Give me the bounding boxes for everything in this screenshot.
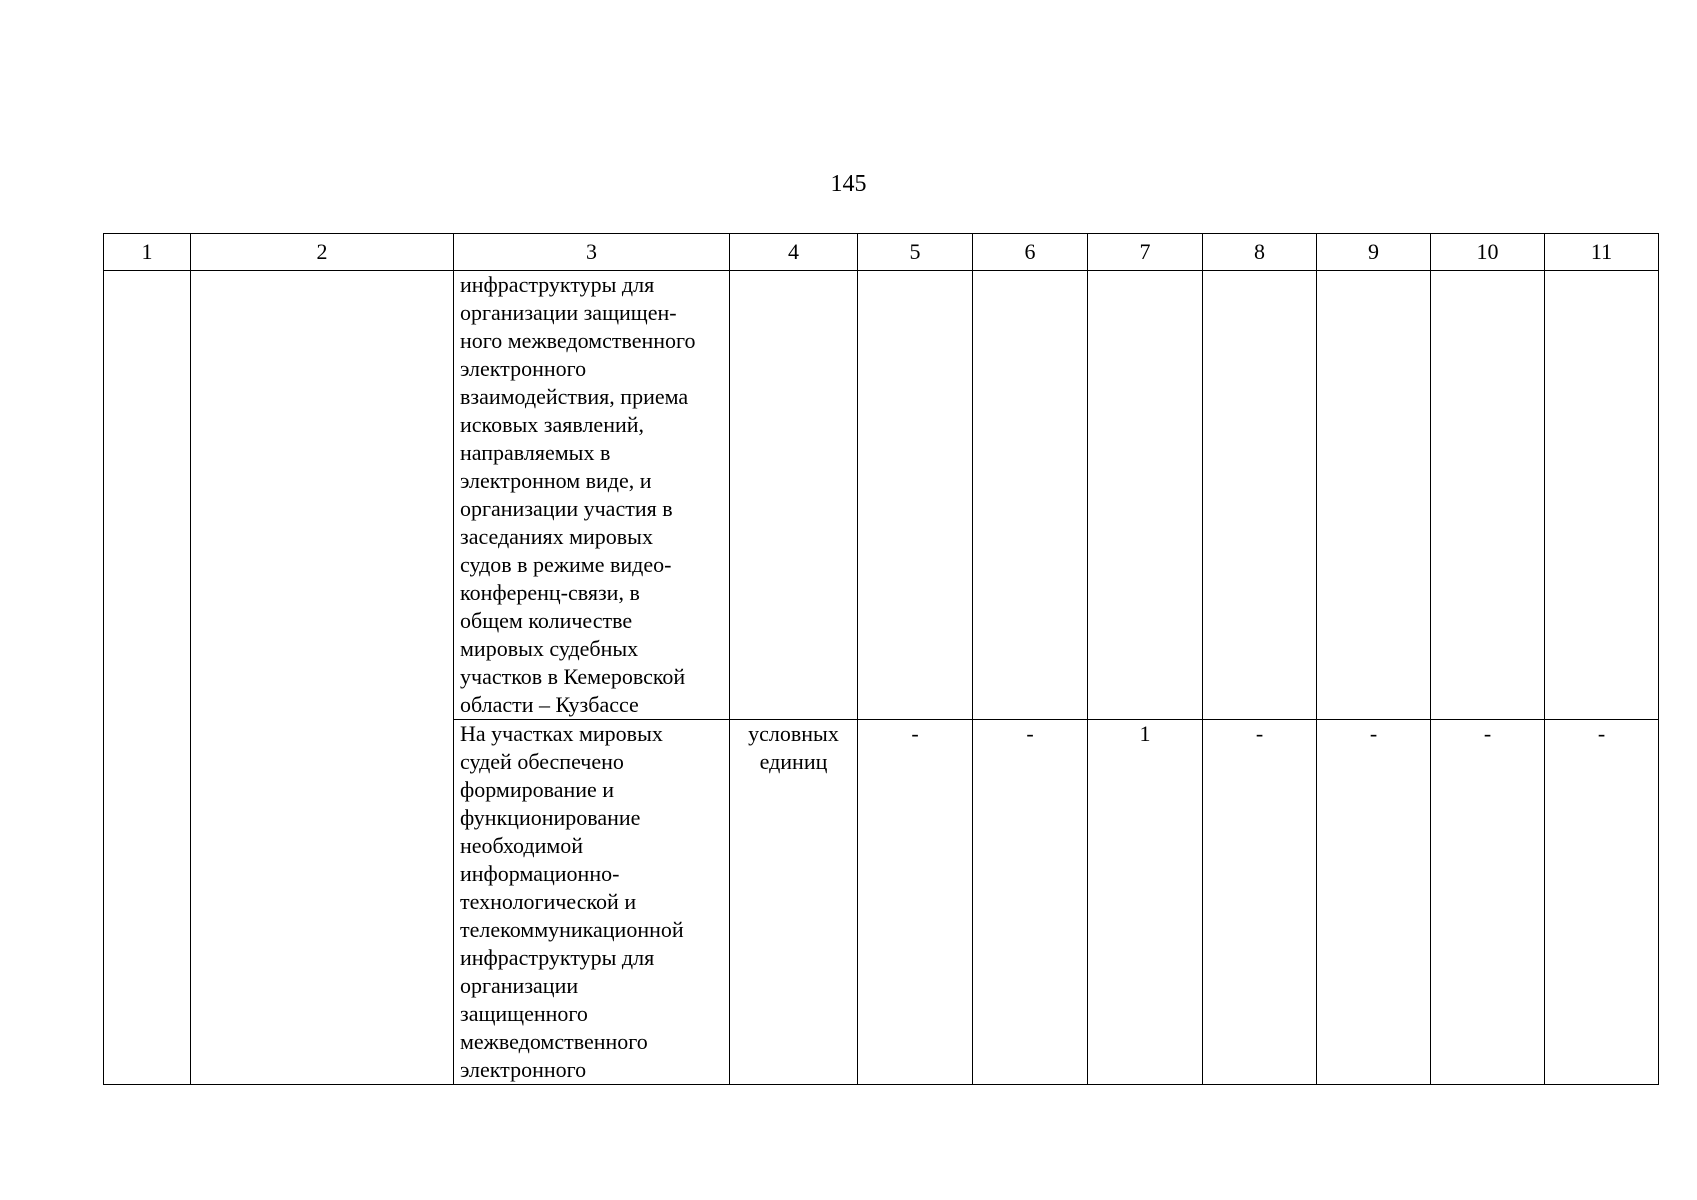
page-number: 145 bbox=[830, 171, 867, 197]
indicator-description-cell: На участках мировых судей обеспечено формирование и функционирование необходимой информационно- технологической и телекоммуникационной инфраструктуры для организации защищенного межведомственного электронного bbox=[454, 720, 730, 1085]
row-number-cell bbox=[104, 271, 191, 1085]
unit-cell: условных единиц bbox=[730, 720, 858, 1085]
value-cell: - bbox=[1431, 720, 1545, 1085]
value-cell: - bbox=[1545, 720, 1659, 1085]
table-row bbox=[104, 271, 1659, 720]
value-cell: - bbox=[1317, 720, 1431, 1085]
header-cell: 3 bbox=[454, 234, 730, 271]
value-cell: 1 bbox=[1088, 720, 1203, 1085]
value-cell: - bbox=[1203, 720, 1317, 1085]
value-cell bbox=[1317, 271, 1431, 720]
header-cell: 11 bbox=[1545, 234, 1659, 271]
value-cell bbox=[858, 271, 973, 720]
value-cell: - bbox=[858, 720, 973, 1085]
header-cell: 9 bbox=[1317, 234, 1431, 271]
header-cell: 5 bbox=[858, 234, 973, 271]
value-cell bbox=[1203, 271, 1317, 720]
header-cell: 8 bbox=[1203, 234, 1317, 271]
header-cell: 2 bbox=[191, 234, 454, 271]
header-cell: 4 bbox=[730, 234, 858, 271]
value-cell bbox=[1088, 271, 1203, 720]
unit-cell bbox=[730, 271, 858, 720]
value-cell bbox=[973, 271, 1088, 720]
value-cell bbox=[1545, 271, 1659, 720]
event-name-cell bbox=[191, 271, 454, 1085]
header-cell: 7 bbox=[1088, 234, 1203, 271]
indicator-table bbox=[103, 233, 1659, 1085]
value-cell bbox=[1431, 271, 1545, 720]
value-cell: - bbox=[973, 720, 1088, 1085]
table-header-row bbox=[104, 234, 1659, 271]
header-cell: 6 bbox=[973, 234, 1088, 271]
header-cell: 10 bbox=[1431, 234, 1545, 271]
header-cell: 1 bbox=[104, 234, 191, 271]
indicator-description-cell: инфраструктуры для организации защищен- ного межведомственного электронного взаимодействия, приема исковых заявлений, направляемых в электронном виде, и организации участия в заседаниях мировых судов в режиме видео- конференц-связи, в общем количестве мировых судебных участков в Кемеровской области – Кузбассе bbox=[454, 271, 730, 720]
